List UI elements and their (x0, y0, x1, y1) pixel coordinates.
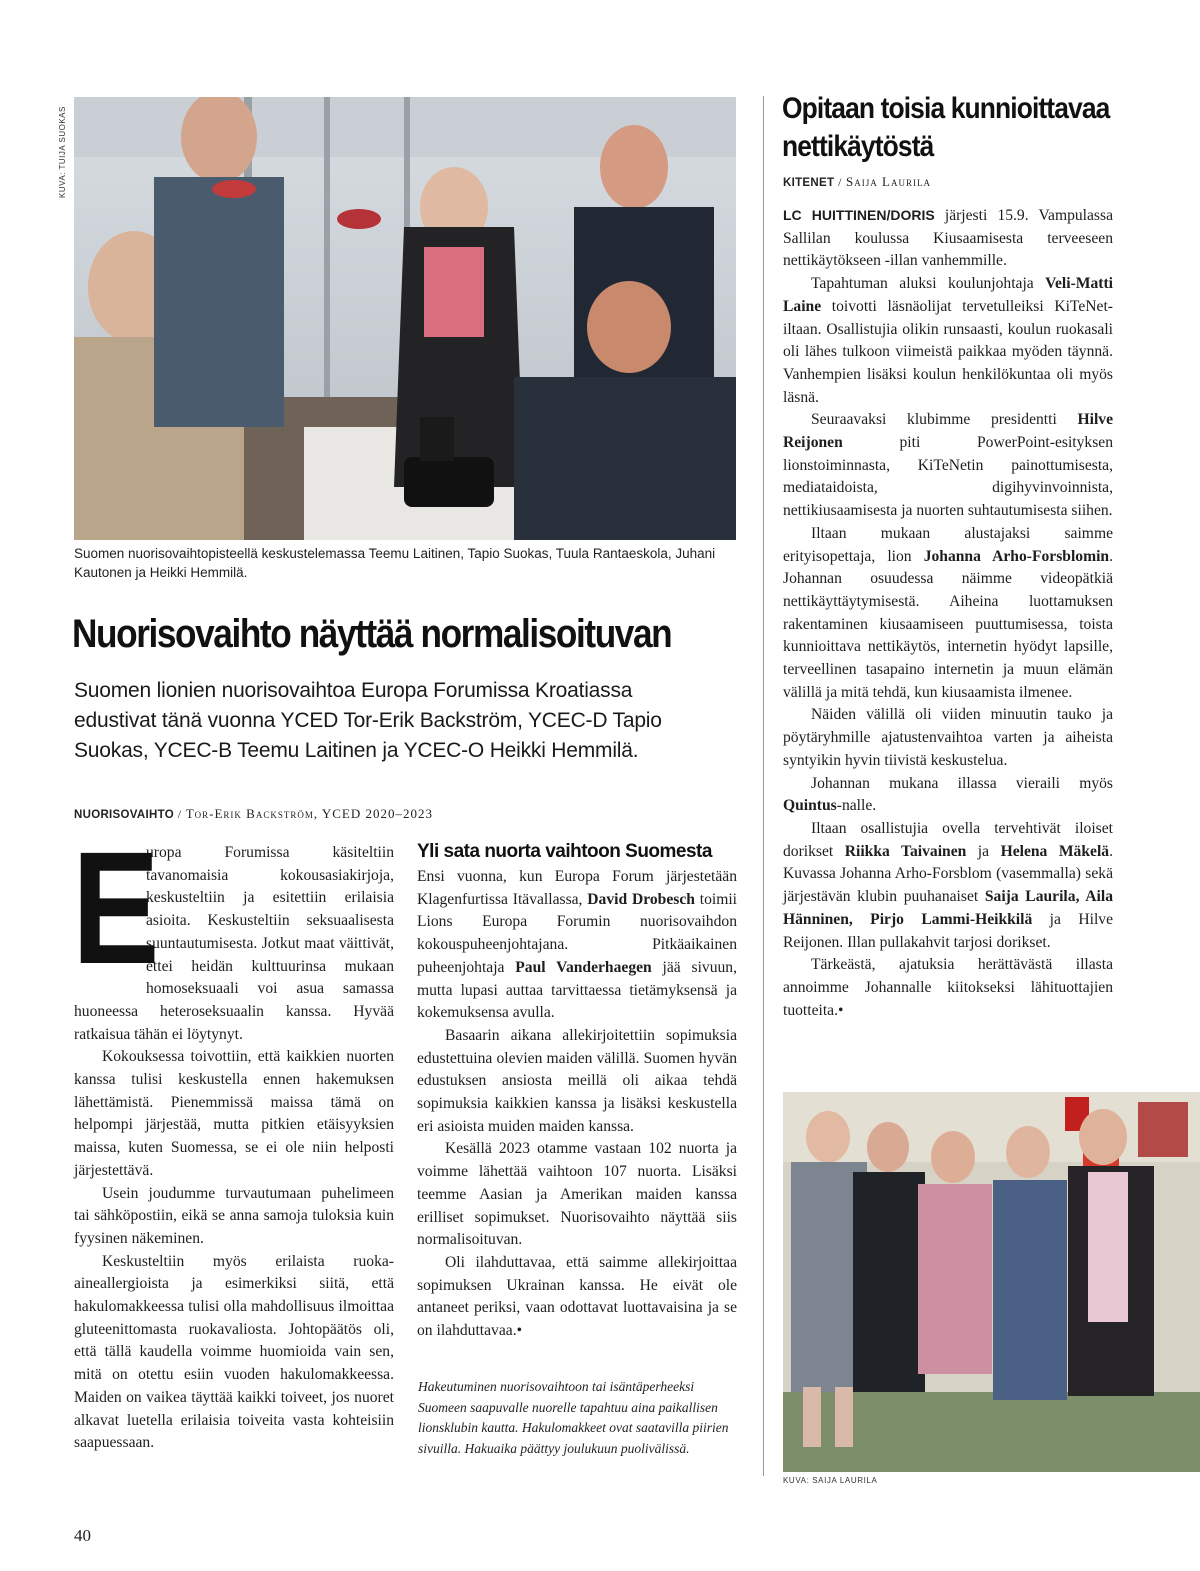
paragraph (417, 866, 737, 1025)
end-mark: • (516, 1322, 523, 1340)
text: -nalle. (836, 797, 877, 815)
side-headline: Opitaan toisia kunnioittavaa nettikäytöstä (782, 92, 1110, 163)
person-name: Veli-Matti Laine (783, 275, 1113, 315)
person-name: Johanna Arho-Forsblomin (923, 547, 1110, 565)
text: piti PowerPoint-esityksen lionstoiminnasta, KiTeNetin painottumisesta, mediataidoista, digihyvinvoinnista, nettikiusaamisesta ja nuorten suhtautumisesta siihen. (783, 434, 1113, 520)
text: toivotti läsnäolijat tervetulleiksi KiTeNet-iltaan. Osallistujia olikin runsaasti, koulun ruokasali oli lähes tulkoon viimeistä paikkaa myöden täynnä. Vanhempien lisäksi koulun henkilökuntaa oli myös läsnä. (783, 297, 1113, 406)
text: Tärkeästä, ajatuksia herättävästä illasta annoimme Johannalle kiitokseksi lähituottajien tuotteita. (783, 956, 1113, 1019)
article-column-2 (417, 840, 737, 1343)
person-name: Paul Vanderhaegen (515, 958, 652, 976)
paragraph (783, 523, 1113, 705)
photo2-credit: KUVA: SAIJA LAURILA (783, 1476, 878, 1485)
paragraph (783, 954, 1113, 1022)
byline-kicker: NUORISOVAIHTO (74, 809, 174, 821)
text: ja (966, 842, 1001, 860)
column-divider (763, 96, 764, 1476)
text: Ensi vuonna, kun Europa Forum järjestetään Klagenfurtissa Itävallassa, (417, 868, 737, 908)
mascot-name: Quintus (783, 797, 837, 815)
text: Seuraavaksi klubimme presidentti (811, 411, 1078, 429)
side-byline (783, 174, 931, 190)
person-name: David Drobesch (587, 890, 695, 908)
paragraph (783, 204, 1113, 273)
paragraph: Usein joudumme turvautumaan puhelimeen tai sähköpostiin, eikä se anna samoja tuloksia kuin fyysinen näkeminen. (74, 1184, 394, 1247)
person-name: Helena Mäkelä (1000, 842, 1110, 860)
byline-author: Tor-Erik Backström, YCED 2020–2023 (185, 806, 434, 821)
photo1-credit: KUVA: TUIJA SUOKAS (58, 106, 67, 198)
text: ja Hilve Reijonen. Illan pullakahvit tarjosi dorikset. (783, 910, 1113, 951)
text: toimii Lions Europa Forumin nuorisovaihdon kokouspuheenjohtajana. Pitkäaikainen puheenjohtaja (417, 890, 737, 976)
person-name: Riikka Taivainen (844, 842, 967, 860)
text: Iltaan osallistujia ovella tervehtivät iloiset dorikset (783, 819, 1113, 860)
article-lead: Suomen lionien nuorisovaihtoa Europa Forumissa Kroatiassa edustivat tänä vuonna YCED Tor-Erik Backström, YCEC-D Tapio Suokas, YCEC-B Teemu Laitinen ja YCEC-O Heikki Hemmilä. (74, 679, 662, 762)
paragraph (417, 1252, 737, 1343)
byline-author: Saija Laurila (846, 174, 931, 189)
paragraph: Kokouksessa toivottiin, että kaikkien nuorten kanssa tulisi keskustella ennen hakemuksen lähettämistä. Pienemmissä maissa tämä on helpompi järjestää, mutta pitkien etäisyyksien maissa, kuten Suomessa, se ei ole niin helposti järjestettävä. (74, 1048, 394, 1179)
text: jää sivuun, mutta lupasi auttaa tarvittaessa tietämyksensä ja kokemuksensa avulla. (417, 958, 737, 1022)
side-column (783, 204, 1113, 1022)
paragraph: Basaarin aikana allekirjoitettiin sopimuksia edustettuina olevien maiden välillä. Suomen hyvän edustuksen ansiosta meillä oli aikaa tehdä sopimuksia kaikkien kanssa ja lisäksi keskustella eri asioista muiden maiden kanssa. (417, 1026, 737, 1135)
conference-photo (74, 97, 736, 540)
dropcap: E (72, 818, 160, 997)
byline-kicker: KITENET (783, 177, 835, 189)
person-names: Saija Laurila, Aila Hänninen, Pirjo Lammi-Heikkilä (783, 888, 1113, 928)
text: Iltaan mukaan alustajaksi saimme erityisopettaja, lion (783, 524, 1113, 565)
school-group-photo (783, 1092, 1200, 1472)
text: . Johannan osuudessa näimme videopätkiä nettikäyttäytymisestä. Aiheina luottamuksen rakentaminen kiusaamiseen puuttumisessa, toista kunnioittava nettikäytös, internetin hyödyt lapsille, terveellinen tasapaino internetin ja muun elämän välillä ja mitä tehdä, kun kiusaamista ilmenee. (783, 547, 1113, 701)
subheading: Yli sata nuorta vaihtoon Suomesta (417, 841, 712, 862)
byline-separator: / (173, 807, 186, 821)
text: Tapahtuman aluksi koulunjohtaja (811, 275, 1046, 293)
article-column-1 (72, 818, 394, 1455)
paragraph-text: uropa Forumissa käsiteltiin tavanomaisia kokousasiakirjoja, keskusteltiin ja esitettiin erilaisia asioita. Keskusteltiin seksuaalisesta suuntautumisesta. Jotkut maat väittivät, ettei heidän kulttuurinsa mukaan homoseksuaali voi asua samassa huoneessa heteroseksuaalin kanssa. Hyvää ratkaisua tähän ei löytynyt. (74, 844, 394, 1043)
page-number: 40 (74, 1526, 91, 1545)
paragraph (783, 818, 1113, 954)
text: järjesti 15.9. Vampulassa Sallilan koulussa Kiusaamisesta terveeseen nettikäytökseen -illan vanhemmille. (783, 207, 1113, 270)
photo1-caption: Suomen nuorisovaihtopisteellä keskustelemassa Teemu Laitinen, Tapio Suokas, Tuula Rantaeskola, Juhani Kautonen ja Heikki Hemmilä. (74, 546, 716, 580)
paragraph: Kesällä 2023 otamme vastaan 102 nuorta ja voimme lähettää vaihtoon 107 nuorta. Lisäksi teemme Aasian ja Amerikan maiden kanssa erilliset sopimukset. Nuorisovaihto näyttää siis normalisoituvan. (417, 1140, 737, 1249)
text: Johannan mukana illassa vieraili myös (811, 774, 1113, 792)
text: . Kuvassa Johanna Arho-Forsblom (vasemmalla) sekä järjestävän klubin puuhanaiset (783, 842, 1113, 906)
club-name: LC HUITTINEN/DORIS (783, 207, 935, 223)
info-note: Hakeutuminen nuorisovaihtoon tai isäntäperheeksi Suomeen saapuvalle nuorelle tapahtuu aina paikallisen lionsklubin kautta. Hakulomakkeet ovat saatavilla piirien sivuilla. Hakuaika päättyy joulukuun puolivälissä. (418, 1379, 729, 1456)
paragraph (783, 773, 1113, 818)
paragraph (783, 273, 1113, 409)
byline-separator: / (834, 175, 847, 189)
person-name: Hilve Reijonen (783, 411, 1113, 452)
paragraph: Näiden välillä oli viiden minuutin tauko ja pöytäryhmille ajatustenvaihtoa varten ja aiheista syntyikin hyvin tiivistä keskustelua. (783, 706, 1113, 769)
text: Oli ilahduttavaa, että saimme allekirjoittaa sopimuksen Ukrainan kanssa. He eivät ole antaneet periksi, vaan odottavat luottavaisina ja se on ilahduttavaa. (417, 1253, 737, 1340)
article-headline: Nuorisovaihto näyttää normalisoituvan (72, 612, 672, 656)
paragraph: Keskusteltiin myös erilaista ruoka-aineallergioista ja esimerkiksi siitä, että hakulomakkeessa tulisi olla mahdollisuus ilmoittaa gluteenittomasta ruokavaliosta. Johtopäätös oli, että tällä kaudella voimme huomioida vain sen, mitä on otettu esiin vuoden hakulomakkeessa. Maiden on vaikea täyttää kaikki toiveet, jos nuoret alkavat luetella erilaisia toiveita vasta kohteisiin saapuessaan. (74, 1252, 394, 1452)
paragraph (783, 409, 1113, 523)
end-mark: • (838, 1001, 844, 1019)
paragraph (72, 818, 394, 1046)
